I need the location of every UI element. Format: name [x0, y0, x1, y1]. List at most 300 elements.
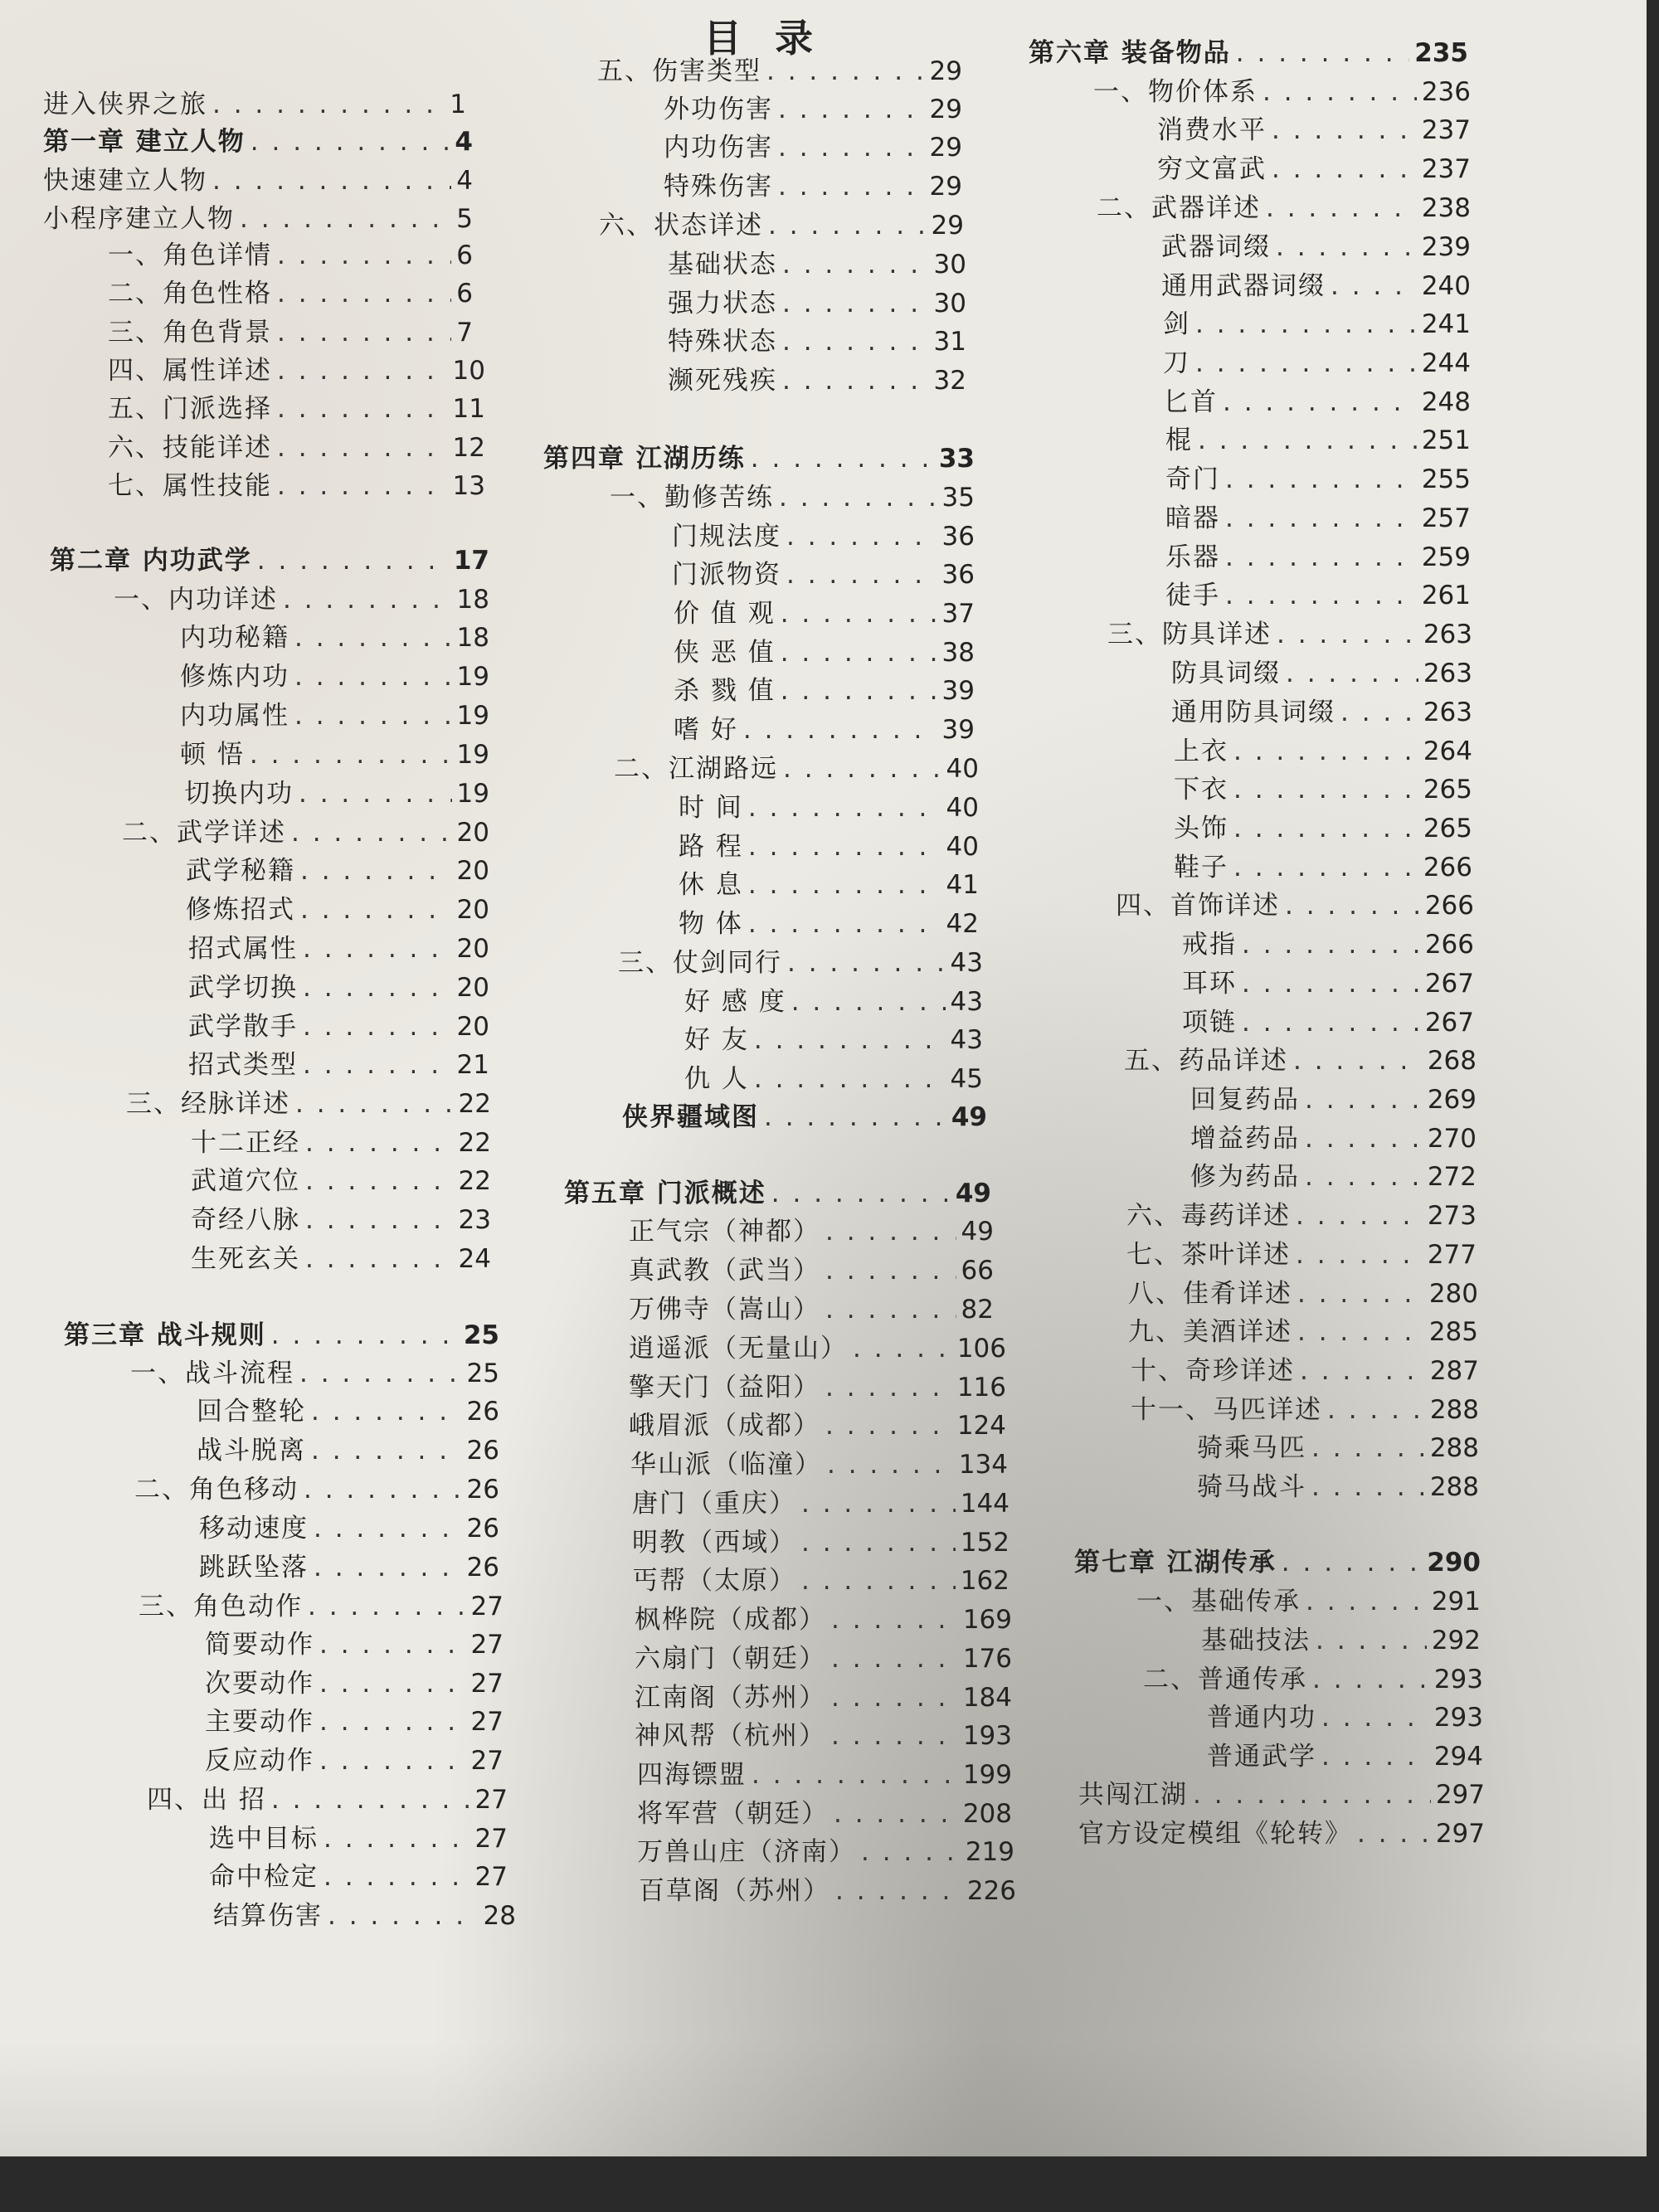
dot-leader [1276, 232, 1417, 262]
toc-entry-page: 269 [1427, 1085, 1477, 1115]
toc-entry-label: 修为药品 [1190, 1162, 1300, 1192]
toc-entry-label: 四、属性详述 [108, 356, 272, 386]
toc-entry [1093, 70, 1471, 105]
toc-entry-label: 万佛寺（嵩山） [629, 1295, 820, 1325]
dot-leader [1297, 1317, 1424, 1347]
toc-entry-page: 124 [956, 1411, 1006, 1441]
toc-entry-label: 四、出 招 [147, 1785, 266, 1815]
toc-entry-page: 19 [456, 662, 489, 692]
dot-leader [300, 895, 452, 925]
toc-entry [674, 708, 975, 743]
dot-leader [294, 623, 452, 653]
dot-leader [251, 127, 450, 157]
toc-entry-page: 17 [453, 546, 489, 576]
dot-leader [781, 599, 937, 629]
toc-entry-page: 263 [1423, 698, 1472, 727]
toc-entry [629, 1288, 994, 1323]
dot-leader [1296, 1240, 1423, 1270]
toc-entry-page: 30 [933, 289, 966, 318]
toc-entry-page: 25 [463, 1320, 499, 1350]
dot-leader [748, 909, 941, 939]
toc-entry-label: 六、毒药详述 [1126, 1201, 1291, 1231]
dot-leader [277, 241, 451, 270]
toc-entry-page: 27 [470, 1630, 504, 1660]
dot-leader [801, 1489, 956, 1519]
dot-leader [1223, 387, 1417, 417]
toc-entry-page: 49 [961, 1217, 994, 1247]
dot-leader [240, 204, 451, 234]
toc-entry-page: 266 [1424, 891, 1474, 921]
toc-entry [618, 941, 983, 976]
dot-leader [1272, 154, 1417, 184]
toc-entry [1182, 923, 1474, 958]
toc-entry-page: 292 [1431, 1626, 1481, 1655]
dot-leader [304, 1475, 462, 1505]
dot-leader [754, 1025, 946, 1055]
dot-leader [782, 327, 929, 357]
toc-entry-label: 六扇门（朝廷） [635, 1644, 826, 1674]
dot-leader [779, 483, 937, 513]
toc-entry [1165, 536, 1471, 571]
toc-entry-page: 22 [458, 1128, 491, 1158]
toc-entry-page: 36 [941, 560, 975, 590]
toc-entry [1107, 613, 1472, 648]
toc-entry [205, 1623, 504, 1658]
dot-leader [831, 1644, 958, 1674]
dot-leader [831, 1721, 958, 1751]
toc-entry-page: 193 [962, 1721, 1012, 1751]
toc-entry-page: 24 [458, 1244, 491, 1274]
toc-entry-label: 三、角色背景 [108, 318, 272, 348]
toc-entry-page: 20 [456, 818, 489, 848]
dot-leader [801, 1528, 956, 1558]
toc-entry [679, 825, 979, 860]
toc-entry [632, 1482, 1010, 1517]
toc-entry-page: 40 [946, 793, 979, 823]
dot-leader [781, 638, 937, 668]
page-title: 目 录 [703, 16, 823, 61]
toc-entry-label: 乐器 [1165, 542, 1220, 572]
toc-entry-page: 208 [962, 1799, 1012, 1829]
toc-entry-page: 273 [1427, 1201, 1477, 1231]
toc-entry [1143, 1658, 1483, 1693]
toc-entry-page: 116 [956, 1373, 1006, 1403]
dot-leader [303, 973, 452, 1003]
toc-entry [639, 1869, 1016, 1904]
toc-entry [188, 1043, 489, 1078]
dot-leader [1225, 581, 1417, 610]
toc-entry-page: 28 [483, 1901, 516, 1931]
toc-entry-page: 280 [1428, 1279, 1478, 1309]
dot-leader [1286, 659, 1418, 688]
toc-entry-label: 刀 [1163, 348, 1190, 378]
toc-entry [139, 1585, 504, 1620]
toc-entry-label: 二、江湖路远 [614, 754, 778, 784]
toc-entry [1128, 1272, 1478, 1307]
toc-entry-label: 好 感 度 [684, 987, 786, 1017]
dot-leader [1300, 1356, 1425, 1386]
toc-entry-label: 奇门 [1165, 464, 1220, 494]
toc-entry-page: 259 [1421, 542, 1471, 572]
dot-leader [768, 211, 927, 241]
toc-entry-page: 7 [456, 318, 473, 348]
toc-entry-label: 一、角色详情 [108, 241, 272, 270]
toc-entry [1124, 1039, 1477, 1074]
toc-entry-page: 237 [1421, 115, 1471, 145]
toc-entry [197, 1390, 499, 1425]
toc-entry [186, 849, 489, 884]
dot-leader [1297, 1279, 1424, 1309]
toc-entry [637, 1792, 1012, 1827]
toc-entry-label: 唐门（重庆） [632, 1489, 796, 1519]
dot-leader [300, 856, 452, 886]
toc-entry-page: 134 [958, 1450, 1008, 1480]
toc-entry [1074, 1541, 1481, 1576]
dot-leader [319, 1746, 466, 1776]
toc-entry-label: 快速建立人物 [43, 166, 207, 196]
toc-entry-label: 基础技法 [1201, 1626, 1311, 1655]
toc-entry-page: 257 [1421, 503, 1471, 533]
toc-entry-label: 外功伤害 [664, 95, 773, 124]
toc-entry-page: 29 [929, 133, 962, 163]
dot-leader [752, 1760, 958, 1790]
toc-entry-label: 丐帮（太原） [632, 1566, 796, 1596]
toc-entry [1157, 148, 1471, 182]
toc-entry-page: 29 [929, 56, 962, 86]
toc-entry [147, 1778, 508, 1813]
dot-leader [294, 701, 452, 731]
dot-leader [1305, 1162, 1423, 1192]
toc-entry-page: 287 [1429, 1356, 1479, 1386]
dot-leader [250, 740, 452, 770]
toc-entry-page: 43 [950, 948, 983, 978]
toc-entry-label: 结算伤害 [213, 1901, 323, 1931]
toc-entry-label: 招式属性 [188, 934, 298, 964]
toc-entry [1207, 1735, 1483, 1770]
toc-entry-label: 五、门派选择 [108, 394, 272, 424]
dot-leader [1195, 348, 1417, 378]
toc-entry [209, 1817, 508, 1852]
toc-entry [679, 902, 979, 937]
toc-entry-page: 239 [1421, 232, 1471, 262]
dot-leader [1233, 775, 1418, 805]
toc-entry-label: 跳跃坠落 [199, 1553, 309, 1582]
dot-leader [1285, 891, 1420, 921]
toc-entry [191, 1237, 491, 1272]
toc-entry-page: 4 [455, 127, 473, 157]
toc-entry-page: 4 [456, 166, 473, 196]
toc-entry-page: 29 [929, 172, 962, 202]
toc-entry [664, 126, 962, 161]
toc-entry-label: 奇经八脉 [191, 1205, 300, 1235]
toc-entry-page: 27 [474, 1824, 508, 1854]
toc-entry-page: 66 [961, 1256, 994, 1286]
toc-entry [630, 1443, 1008, 1478]
toc-entry-label: 真武教（武当） [629, 1256, 820, 1286]
toc-entry [1116, 884, 1474, 919]
dot-leader [825, 1295, 956, 1325]
dot-leader [299, 1359, 462, 1388]
toc-entry [1174, 730, 1472, 765]
toc-entry-page: 82 [961, 1295, 994, 1325]
toc-entry-label: 下衣 [1174, 775, 1228, 805]
toc-entry-label: 头饰 [1174, 814, 1228, 843]
toc-entry-label: 第七章 江湖传承 [1074, 1548, 1277, 1578]
dot-leader [257, 546, 449, 576]
dot-leader [303, 934, 452, 964]
toc-entry [637, 1753, 1012, 1788]
toc-entry-page: 268 [1427, 1046, 1477, 1076]
toc-entry-page: 35 [941, 483, 975, 513]
dot-leader [311, 1397, 462, 1427]
toc-entry [564, 1172, 991, 1207]
toc-entry [629, 1404, 1006, 1439]
dot-leader [1311, 1433, 1425, 1463]
toc-entry-label: 官方设定模组《轮转》 [1078, 1819, 1352, 1849]
toc-entry-page: 18 [456, 623, 489, 653]
toc-entry-label: 招式类型 [188, 1050, 298, 1080]
toc-entry-label: 徒手 [1165, 581, 1220, 610]
dot-leader [825, 1256, 956, 1286]
dot-leader [748, 793, 941, 823]
dot-leader [308, 1592, 466, 1621]
toc-entry-page: 42 [946, 909, 979, 939]
toc-entry-page: 12 [452, 433, 485, 463]
toc-entry [43, 197, 473, 232]
toc-entry-label: 项链 [1182, 1008, 1237, 1038]
toc-entry-label: 增益药品 [1190, 1124, 1300, 1154]
toc-entry [1165, 419, 1471, 454]
page-shadow [0, 2040, 1647, 2156]
toc-entry [199, 1507, 499, 1542]
toc-entry [1131, 1388, 1479, 1423]
toc-entry [180, 616, 489, 651]
dot-leader [303, 1012, 452, 1042]
dot-leader [1233, 814, 1418, 843]
dot-leader [324, 1824, 470, 1854]
dot-leader [1340, 698, 1418, 727]
dot-leader [1293, 1046, 1423, 1076]
toc-entry-label: 特殊伤害 [664, 172, 773, 202]
toc-entry-label: 物 体 [679, 909, 743, 939]
toc-entry-page: 263 [1423, 659, 1472, 688]
toc-entry [184, 772, 489, 807]
toc-entry-label: 好 友 [684, 1025, 749, 1055]
dot-leader [1193, 1780, 1431, 1810]
toc-entry-page: 297 [1435, 1819, 1485, 1849]
toc-entry-page: 162 [960, 1566, 1010, 1596]
toc-entry-page: 23 [458, 1205, 491, 1235]
toc-entry-page: 297 [1435, 1780, 1485, 1810]
toc-entry [1190, 1078, 1477, 1113]
toc-entry-page: 27 [470, 1707, 504, 1737]
toc-entry-page: 267 [1424, 969, 1474, 999]
toc-entry [186, 888, 489, 923]
toc-entry-label: 耳环 [1182, 969, 1237, 999]
toc-entry-page: 266 [1423, 853, 1472, 882]
toc-entry-page: 37 [941, 599, 975, 629]
toc-entry-label: 万兽山庄（济南） [637, 1837, 856, 1867]
dot-leader [1331, 271, 1417, 301]
dot-leader [1266, 193, 1417, 223]
toc-entry-label: 剑 [1163, 309, 1190, 339]
toc-entry [1161, 226, 1471, 260]
toc-entry-label: 武学散手 [188, 1012, 298, 1042]
dot-leader [277, 279, 451, 309]
dot-leader [831, 1683, 958, 1713]
toc-entry [1197, 1427, 1479, 1461]
toc-entry [1165, 497, 1471, 532]
toc-entry-page: 6 [456, 279, 473, 309]
toc-entry-label: 濒死残疾 [668, 366, 777, 396]
toc-entry [635, 1598, 1012, 1633]
toc-entry-label: 顿 悟 [180, 740, 245, 770]
toc-entry-label: 门规法度 [672, 522, 781, 552]
toc-entry-page: 27 [470, 1746, 504, 1776]
toc-entry-label: 棍 [1165, 425, 1193, 455]
dot-leader [861, 1837, 961, 1867]
dot-leader [1233, 853, 1418, 882]
toc-entry-page: 293 [1433, 1703, 1483, 1733]
dot-leader [786, 560, 937, 590]
toc-entry-page: 29 [931, 211, 964, 241]
dot-leader [305, 1128, 454, 1158]
dot-leader [1233, 737, 1418, 766]
toc-entry-page: 237 [1421, 154, 1471, 184]
toc-entry-label: 神风帮（杭州） [635, 1721, 826, 1751]
toc-entry [610, 476, 975, 511]
toc-entry-label: 回合整轮 [197, 1397, 306, 1427]
toc-entry-label: 四、首饰详述 [1116, 891, 1280, 921]
dot-leader [1305, 1124, 1423, 1154]
toc-entry [1126, 1194, 1477, 1229]
toc-entry [543, 437, 975, 472]
toc-entry-page: 184 [962, 1683, 1012, 1713]
toc-entry-page: 277 [1427, 1240, 1477, 1270]
toc-entry-page: 36 [941, 522, 975, 552]
toc-entry-label: 擎天门（益阳） [629, 1373, 820, 1403]
toc-entry-page: 255 [1421, 464, 1471, 494]
toc-entry-page: 266 [1424, 930, 1474, 960]
toc-entry-label: 选中目标 [209, 1824, 319, 1854]
dot-leader [1236, 38, 1409, 68]
toc-entry-label: 防具词缀 [1171, 659, 1281, 688]
toc-entry-label: 内功属性 [180, 701, 289, 731]
toc-entry-page: 265 [1423, 814, 1472, 843]
dot-leader [743, 715, 937, 745]
toc-entry-page: 29 [929, 95, 962, 124]
toc-entry-label: 回复药品 [1190, 1085, 1300, 1115]
toc-entry-label: 普通内功 [1207, 1703, 1316, 1733]
dot-leader [782, 250, 929, 280]
toc-entry [1163, 342, 1471, 377]
toc-entry-label: 侠 恶 值 [674, 638, 776, 668]
dot-leader [1225, 464, 1417, 494]
toc-entry-page: 6 [456, 241, 473, 270]
toc-entry-page: 26 [466, 1553, 499, 1582]
dot-leader [825, 1411, 952, 1441]
toc-entry [684, 1057, 983, 1092]
toc-entry-label: 生死玄关 [191, 1244, 300, 1274]
dot-leader [324, 1862, 470, 1892]
toc-entry-label: 江南阁（苏州） [635, 1683, 826, 1713]
toc-entry [672, 515, 975, 550]
toc-entry-page: 152 [960, 1528, 1010, 1558]
toc-entry-label: 一、物价体系 [1093, 77, 1258, 107]
dot-leader [1225, 542, 1417, 572]
toc-entry-label: 正气宗（神都） [629, 1217, 820, 1247]
toc-entry-label: 小程序建立人物 [43, 204, 235, 234]
toc-entry-label: 强力状态 [668, 289, 777, 318]
toc-entry-page: 27 [470, 1669, 504, 1699]
toc-entry-label: 六、技能详述 [108, 433, 272, 463]
toc-entry [199, 1546, 499, 1581]
toc-entry [205, 1739, 504, 1774]
toc-entry-label: 十二正经 [191, 1128, 300, 1158]
toc-entry [664, 88, 962, 123]
toc-entry [180, 733, 489, 768]
toc-entry-page: 169 [962, 1605, 1012, 1635]
toc-entry-page: 26 [466, 1397, 499, 1427]
toc-entry-label: 侠界疆域图 [622, 1102, 759, 1132]
toc-entry-page: 251 [1421, 425, 1471, 455]
toc-entry [672, 553, 975, 588]
toc-entry-label: 九、美酒详述 [1128, 1317, 1292, 1347]
toc-entry [1078, 1773, 1485, 1808]
toc-entry-label: 通用防具词缀 [1171, 698, 1335, 727]
toc-entry-page: 294 [1433, 1742, 1483, 1772]
toc-entry-page: 272 [1427, 1162, 1477, 1192]
toc-entry [108, 311, 473, 346]
toc-entry-label: 峨眉派（成都） [629, 1411, 820, 1441]
toc-entry-page: 41 [946, 870, 979, 900]
toc-entry-label: 一、战斗流程 [130, 1359, 294, 1388]
dot-leader [305, 1244, 454, 1274]
toc-entry [108, 387, 485, 422]
dot-leader [778, 172, 925, 202]
toc-entry [191, 1159, 491, 1194]
toc-entry-label: 内功伤害 [664, 133, 773, 163]
toc-entry [629, 1366, 1006, 1401]
toc-entry-label: 上衣 [1174, 737, 1228, 766]
toc-entry [180, 694, 489, 729]
toc-entry-label: 百草阁（苏州） [639, 1876, 830, 1906]
toc-entry-label: 仇 人 [684, 1064, 749, 1094]
dot-leader [283, 585, 452, 615]
toc-entry-label: 特殊状态 [668, 327, 777, 357]
toc-entry-page: 235 [1414, 38, 1468, 68]
toc-entry [209, 1855, 508, 1890]
toc-entry-label: 明教（西域） [632, 1528, 796, 1558]
toc-entry-page: 106 [956, 1334, 1006, 1364]
toc-entry [632, 1521, 1010, 1556]
dot-leader [1327, 1395, 1425, 1425]
toc-entry-label: 华山派（临潼） [630, 1450, 822, 1480]
toc-entry [108, 464, 485, 499]
toc-entry-label: 武器词缀 [1161, 232, 1271, 262]
toc-entry-label: 内功秘籍 [180, 623, 289, 653]
dot-leader [303, 1050, 452, 1080]
toc-entry-page: 199 [962, 1760, 1012, 1790]
toc-entry [1163, 303, 1471, 338]
dot-leader [1277, 620, 1418, 649]
toc-entry-label: 五、伤害类型 [597, 56, 761, 86]
toc-entry-label: 枫桦院（成都） [635, 1605, 826, 1635]
toc-entry-label: 移动速度 [199, 1514, 309, 1544]
toc-entry [674, 631, 975, 666]
dot-leader [314, 1514, 462, 1544]
dot-leader [295, 1089, 454, 1119]
